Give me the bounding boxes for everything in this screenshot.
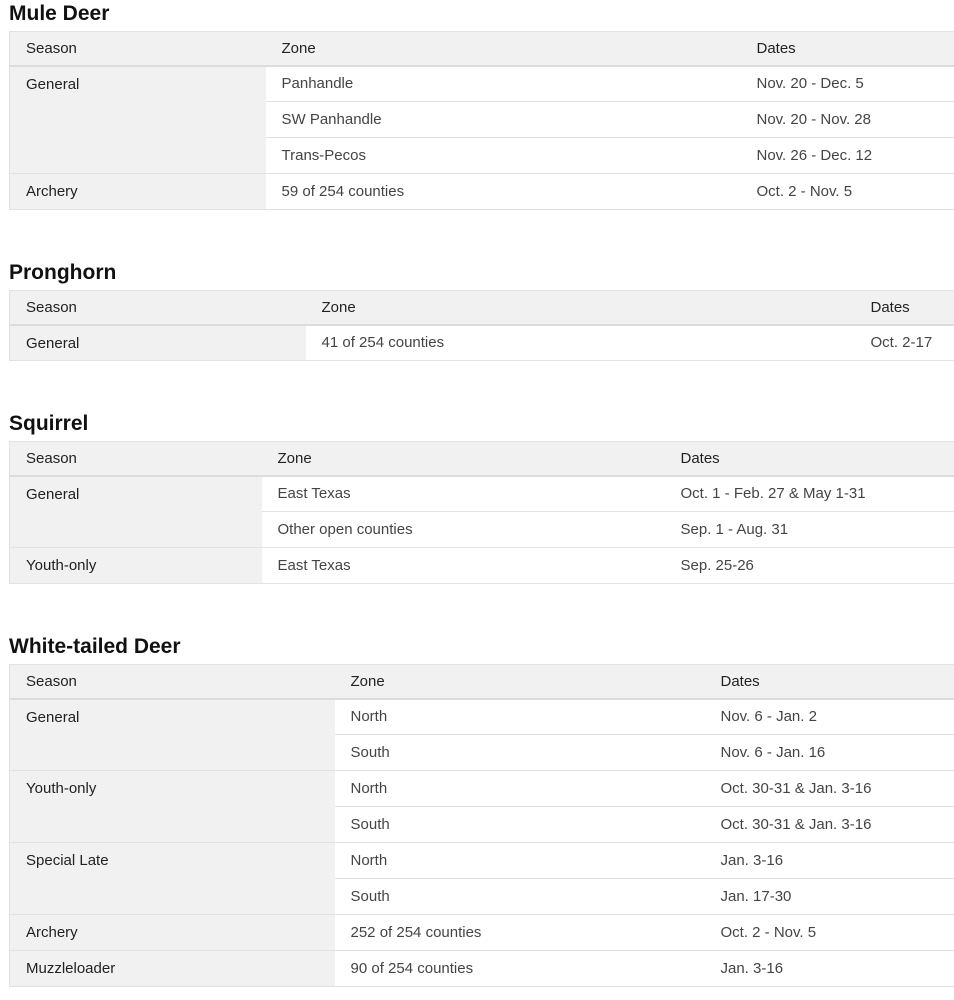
dates-cell: Nov. 20 - Nov. 28 xyxy=(741,102,954,138)
header-season: Season xyxy=(10,291,306,325)
dates-cell: Oct. 2-17 xyxy=(855,325,954,361)
dates-cell: Oct. 2 - Nov. 5 xyxy=(741,174,954,210)
dates-cell: Nov. 6 - Jan. 2 xyxy=(705,699,954,735)
table-row xyxy=(10,174,954,210)
zone-cell: Panhandle xyxy=(266,66,741,102)
table-row xyxy=(10,325,954,361)
season-table xyxy=(9,31,954,210)
dates-cell: Sep. 1 - Aug. 31 xyxy=(665,512,954,548)
season-cell: Youth-only xyxy=(10,548,262,584)
table-header-row xyxy=(10,665,954,699)
dates-cell: Oct. 30-31 & Jan. 3-16 xyxy=(705,771,954,807)
zone-cell: 252 of 254 counties xyxy=(335,915,705,951)
dates-cell: Oct. 2 - Nov. 5 xyxy=(705,915,954,951)
zone-cell: North xyxy=(335,699,705,735)
header-zone: Zone xyxy=(335,665,705,699)
header-season: Season xyxy=(10,32,266,66)
zone-cell: East Texas xyxy=(262,548,665,584)
zone-cell: Other open counties xyxy=(262,512,665,548)
section-title: Squirrel xyxy=(9,412,89,435)
zone-cell: South xyxy=(335,735,705,771)
dates-cell: Oct. 1 - Feb. 27 & May 1-31 xyxy=(665,476,954,512)
dates-cell: Nov. 20 - Dec. 5 xyxy=(741,66,954,102)
header-dates: Dates xyxy=(855,291,954,325)
section-mule-deer xyxy=(9,1,954,210)
dates-cell: Sep. 25-26 xyxy=(665,548,954,584)
section-title: Mule Deer xyxy=(9,2,110,25)
season-table xyxy=(9,290,954,361)
table-row xyxy=(10,843,954,879)
dates-cell: Oct. 30-31 & Jan. 3-16 xyxy=(705,807,954,843)
zone-cell: East Texas xyxy=(262,476,665,512)
season-cell: Archery xyxy=(10,174,266,210)
section-title: Pronghorn xyxy=(9,261,117,284)
header-zone: Zone xyxy=(262,442,665,476)
section-squirrel xyxy=(9,411,954,584)
dates-cell: Jan. 3-16 xyxy=(705,843,954,879)
header-zone: Zone xyxy=(266,32,741,66)
season-table xyxy=(9,664,954,987)
table-row xyxy=(10,476,954,512)
header-season: Season xyxy=(10,442,262,476)
table-row xyxy=(10,548,954,584)
season-cell: General xyxy=(10,699,335,771)
header-dates: Dates xyxy=(705,665,954,699)
table-row xyxy=(10,66,954,102)
table-row xyxy=(10,699,954,735)
table-row xyxy=(10,915,954,951)
season-cell: Youth-only xyxy=(10,771,335,843)
zone-cell: North xyxy=(335,771,705,807)
table-header-row xyxy=(10,291,954,325)
season-table xyxy=(9,441,954,584)
header-zone: Zone xyxy=(306,291,855,325)
dates-cell: Jan. 17-30 xyxy=(705,879,954,915)
dates-cell: Nov. 6 - Jan. 16 xyxy=(705,735,954,771)
table-header-row xyxy=(10,32,954,66)
zone-cell: Trans-Pecos xyxy=(266,138,741,174)
table-row xyxy=(10,771,954,807)
table-row xyxy=(10,951,954,987)
zone-cell: South xyxy=(335,879,705,915)
zone-cell: North xyxy=(335,843,705,879)
zone-cell: 59 of 254 counties xyxy=(266,174,741,210)
table-header-row xyxy=(10,442,954,476)
section-title: White-tailed Deer xyxy=(9,635,181,658)
zone-cell: 41 of 254 counties xyxy=(306,325,855,361)
section-white-tailed-deer xyxy=(9,634,954,987)
dates-cell: Nov. 26 - Dec. 12 xyxy=(741,138,954,174)
season-cell: Muzzleloader xyxy=(10,951,335,987)
zone-cell: 90 of 254 counties xyxy=(335,951,705,987)
header-dates: Dates xyxy=(665,442,954,476)
season-cell: Archery xyxy=(10,915,335,951)
header-season: Season xyxy=(10,665,335,699)
season-cell: General xyxy=(10,66,266,174)
season-cell: General xyxy=(10,325,306,361)
zone-cell: South xyxy=(335,807,705,843)
season-cell: Special Late xyxy=(10,843,335,915)
dates-cell: Jan. 3-16 xyxy=(705,951,954,987)
season-cell: General xyxy=(10,476,262,548)
section-pronghorn xyxy=(9,260,954,361)
header-dates: Dates xyxy=(741,32,954,66)
zone-cell: SW Panhandle xyxy=(266,102,741,138)
